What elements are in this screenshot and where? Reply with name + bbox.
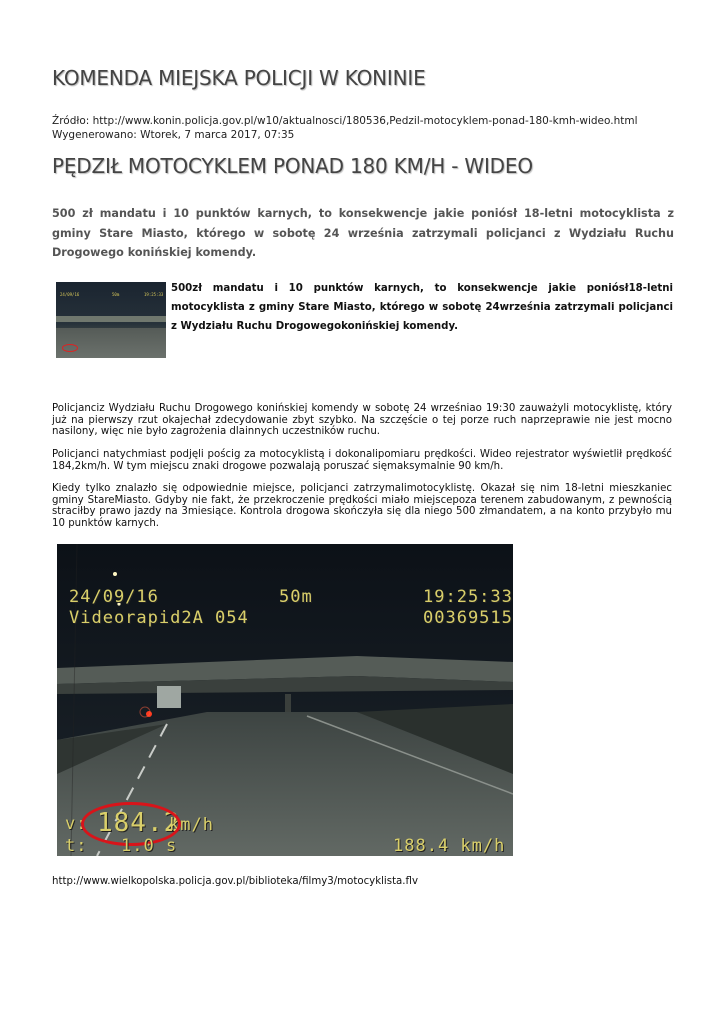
article-title: PĘDZIŁ MOTOCYKLEM PONAD 180 KM/H - WIDEO xyxy=(52,154,533,178)
generated-line: Wygenerowano: Wtorek, 7 marca 2017, 07:35 xyxy=(52,129,295,141)
osd-date: 24/09/16 xyxy=(69,587,159,607)
osd-speed-prefix: v: xyxy=(65,814,88,834)
road-sign xyxy=(157,686,181,708)
article-thumbnail xyxy=(56,282,166,358)
thumbnail-bridge xyxy=(56,316,166,322)
thumbnail-osd-distance: 50m xyxy=(112,292,120,297)
thumbnail-road xyxy=(56,328,166,358)
osd-time-value: 1.0 s xyxy=(121,836,178,856)
thumbnail-osd-date: 24/09/16 xyxy=(60,292,80,297)
thumbnail-speed-ring xyxy=(62,344,78,352)
osd-distance: 50m xyxy=(279,587,313,607)
video-file-link[interactable]: http://www.wielkopolska.policja.gov.pl/biblioteka/filmy3/motocyklista.flv xyxy=(52,876,418,887)
meta-block xyxy=(52,114,638,142)
osd-own-speed: 188.4 km/h xyxy=(393,836,506,856)
site-title: KOMENDA MIEJSKA POLICJI W KONINIE xyxy=(52,66,426,90)
osd-time: 19:25:33 xyxy=(423,587,513,607)
osd-counter: 00369515 xyxy=(423,608,513,628)
osd-device: Videorapid2A 054 xyxy=(69,608,249,628)
source-line: Źródło: http://www.konin.policja.gov.pl/w10/aktualnosci/180536,Pedzil-motocyklem-ponad-180-kmh-wideo.html xyxy=(52,115,638,127)
article-paragraph-2: Policjanci natychmiast podjęli pościg za motocyklistą i dokonalipomiaru prędkości. Wideo rejestrator wyświetlił prędkość 184,2km/h. W tym miejscu znaki drogowe pozwalają poruszać sięmaksymalnie 90 km/h. xyxy=(52,449,672,472)
video-still xyxy=(57,544,513,856)
street-light xyxy=(113,572,117,576)
thumbnail-osd-time: 19:25:33 xyxy=(144,292,164,297)
article-lead-repeat: 500zł mandatu i 10 punktów karnych, to konsekwencje jakie poniósł18-letni motocyklista z gminy Stare Miasto, którego w sobotę 24września zatrzymali policjanci z Wydziału Ruchu Drogowegokonińskiej komendy. xyxy=(171,283,673,332)
article-lead: 500 zł mandatu i 10 punktów karnych, to konsekwencje jakie poniósł 18-letni motocyklista z gminy Stare Miasto, którego w sobotę 24 września zatrzymali policjanci z Wydziału Ruchu Drogowego konińskiej komendy. xyxy=(52,207,674,259)
article-paragraph-1: Policjanciz Wydziału Ruchu Drogowego konińskiej komendy w sobotę 24 wrześniao 19:30 zauważyli motocyklistę, który już na pierwszy rzut okajechał zdecydowanie zbyt szybko. Na szczęście o tej porze ruch naprzeprawie nie jest mocno nasilony, więc nie było zagrożenia dlainnych uczestników ruchu. xyxy=(52,403,672,438)
article-paragraph-3: Kiedy tylko znalazło się odpowiednie miejsce, policjanci zatrzymalimotocyklistę. Okazał się nim 18-letni mieszkaniec gminy StareMiasto. Gdyby nie fakt, że przekroczenie prędkości miało miejscepoza terenem zabudowanym, z pewnością straciłby prawo jazdy na 3miesiące. Kontrola drogowa skończyła się dla niego 500 złmandatem, a na konto przybyło mu 10 punktów karnych. xyxy=(52,483,672,530)
osd-measured-speed: 184.2 xyxy=(97,808,181,838)
osd-speed-unit: km/h xyxy=(169,815,214,835)
osd-time-label: t: xyxy=(65,836,88,856)
